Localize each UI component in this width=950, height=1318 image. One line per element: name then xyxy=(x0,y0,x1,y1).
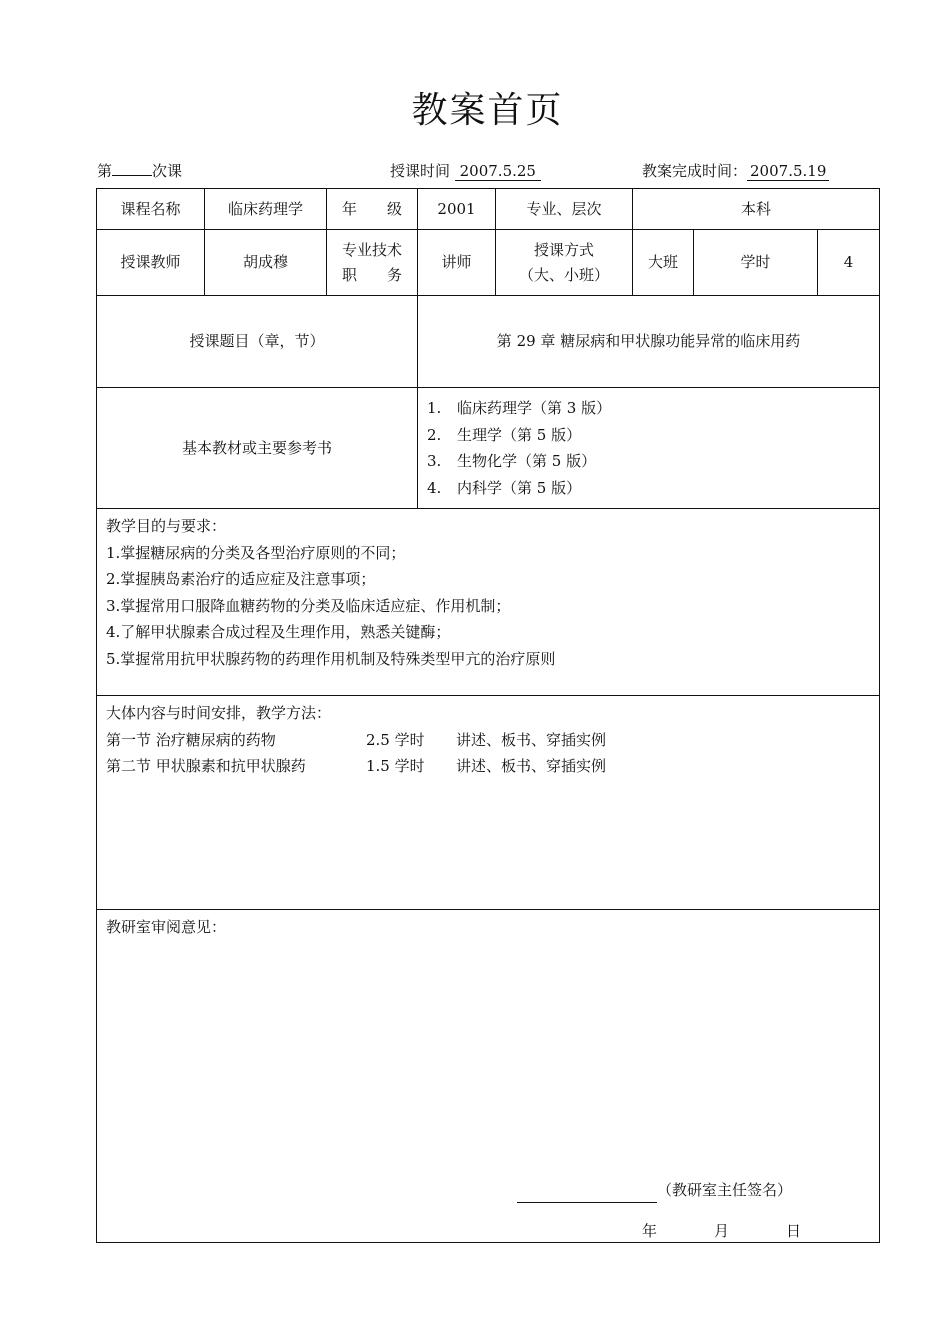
finish-time-value[interactable]: 2007.5.19 xyxy=(747,162,829,181)
objectives-row xyxy=(97,509,880,696)
teacher-label: 授课教师 xyxy=(97,230,205,296)
schedule-item: 第一节 治疗糖尿病的药物 2.5 学时 讲述、板书、穿插实例 xyxy=(106,730,607,749)
reference-item: 3. 生物化学（第 5 版） xyxy=(427,452,597,470)
lesson-prefix: 第 xyxy=(97,162,113,180)
grade-value[interactable]: 2001 xyxy=(418,189,496,230)
major-value[interactable]: 本科 xyxy=(633,189,880,230)
objective-item: 2.掌握胰岛素治疗的适应症及注意事项； xyxy=(106,570,376,588)
lesson-plan-table xyxy=(96,188,880,1243)
objective-item: 1.掌握糖尿病的分类及各型治疗原则的不同； xyxy=(106,543,406,562)
references-row xyxy=(97,388,880,509)
review-month-label: 月 xyxy=(714,1222,730,1240)
lesson-number-line xyxy=(97,160,182,181)
review-year-label: 年 xyxy=(642,1222,658,1240)
teacher-value[interactable]: 胡成穆 xyxy=(205,230,327,296)
finish-time-line xyxy=(642,160,829,181)
review-day-label: 日 xyxy=(786,1222,802,1240)
reference-item: 4. 内科学（第 5 版） xyxy=(427,478,582,497)
signature-label: （教研室主任签名） xyxy=(657,1181,793,1199)
references-label: 基本教材或主要参考书 xyxy=(97,388,418,509)
teaching-mode-value[interactable]: 大班 xyxy=(633,230,694,296)
teaching-mode-label xyxy=(496,230,633,296)
topic-value[interactable]: 第 29 章 糖尿病和甲状腺功能异常的临床用药 xyxy=(418,296,880,388)
course-row xyxy=(97,189,880,230)
objective-item: 3.掌握常用口服降血糖药物的分类及临床适应症、作用机制； xyxy=(106,596,511,615)
teaching-mode-label-line2: （大、小班） xyxy=(518,265,609,284)
review-heading: 教研室审阅意见： xyxy=(106,918,227,936)
professional-title-label xyxy=(327,230,418,296)
teaching-mode-label-line1: 授课方式 xyxy=(533,240,594,259)
course-name-value[interactable]: 临床药理学 xyxy=(205,189,327,230)
teach-time-label: 授课时间 xyxy=(390,162,451,180)
objective-item: 5.掌握常用抗甲状腺药物的药理作用机制及特殊类型甲亢的治疗原则 xyxy=(106,649,556,668)
signature-line[interactable] xyxy=(517,1186,657,1203)
objectives-heading: 教学目的与要求： xyxy=(106,517,227,535)
references-list[interactable] xyxy=(418,388,880,509)
lesson-suffix: 次课 xyxy=(152,162,183,180)
major-label: 专业、层次 xyxy=(496,189,633,230)
professional-title-label-line2: 职 务 xyxy=(341,265,402,284)
schedule-heading: 大体内容与时间安排，教学方法： xyxy=(106,704,332,722)
teach-time-value[interactable]: 2007.5.25 xyxy=(455,162,541,181)
schedule-item: 第二节 甲状腺素和抗甲状腺药 1.5 学时 讲述、板书、穿插实例 xyxy=(106,757,607,775)
page-title: 教案首页 xyxy=(411,90,564,131)
review-cell[interactable] xyxy=(97,910,880,1243)
hours-value[interactable]: 4 xyxy=(818,230,880,296)
signature-area xyxy=(517,1178,807,1244)
lesson-number-field[interactable] xyxy=(112,175,152,176)
reference-item: 1. 临床药理学（第 3 版） xyxy=(427,399,612,417)
professional-title-value[interactable]: 讲师 xyxy=(418,230,496,296)
objectives-cell[interactable] xyxy=(97,509,880,696)
review-row xyxy=(97,910,880,1243)
grade-label: 年 级 xyxy=(327,189,418,230)
course-name-label: 课程名称 xyxy=(97,189,205,230)
review-date xyxy=(517,1219,807,1244)
topic-label: 授课题目（章，节） xyxy=(97,296,418,388)
teach-time-line xyxy=(390,160,541,181)
topic-row xyxy=(97,296,880,388)
reference-item: 2. 生理学（第 5 版） xyxy=(427,425,582,444)
objective-item: 4.了解甲状腺素合成过程及生理作用，熟悉关键酶； xyxy=(106,623,451,641)
teacher-row xyxy=(97,230,880,296)
professional-title-label-line1: 专业技术 xyxy=(341,240,402,259)
schedule-cell[interactable] xyxy=(97,696,880,910)
finish-time-label: 教案完成时间： xyxy=(642,162,748,180)
hours-label: 学时 xyxy=(694,230,818,296)
schedule-row xyxy=(97,696,880,910)
